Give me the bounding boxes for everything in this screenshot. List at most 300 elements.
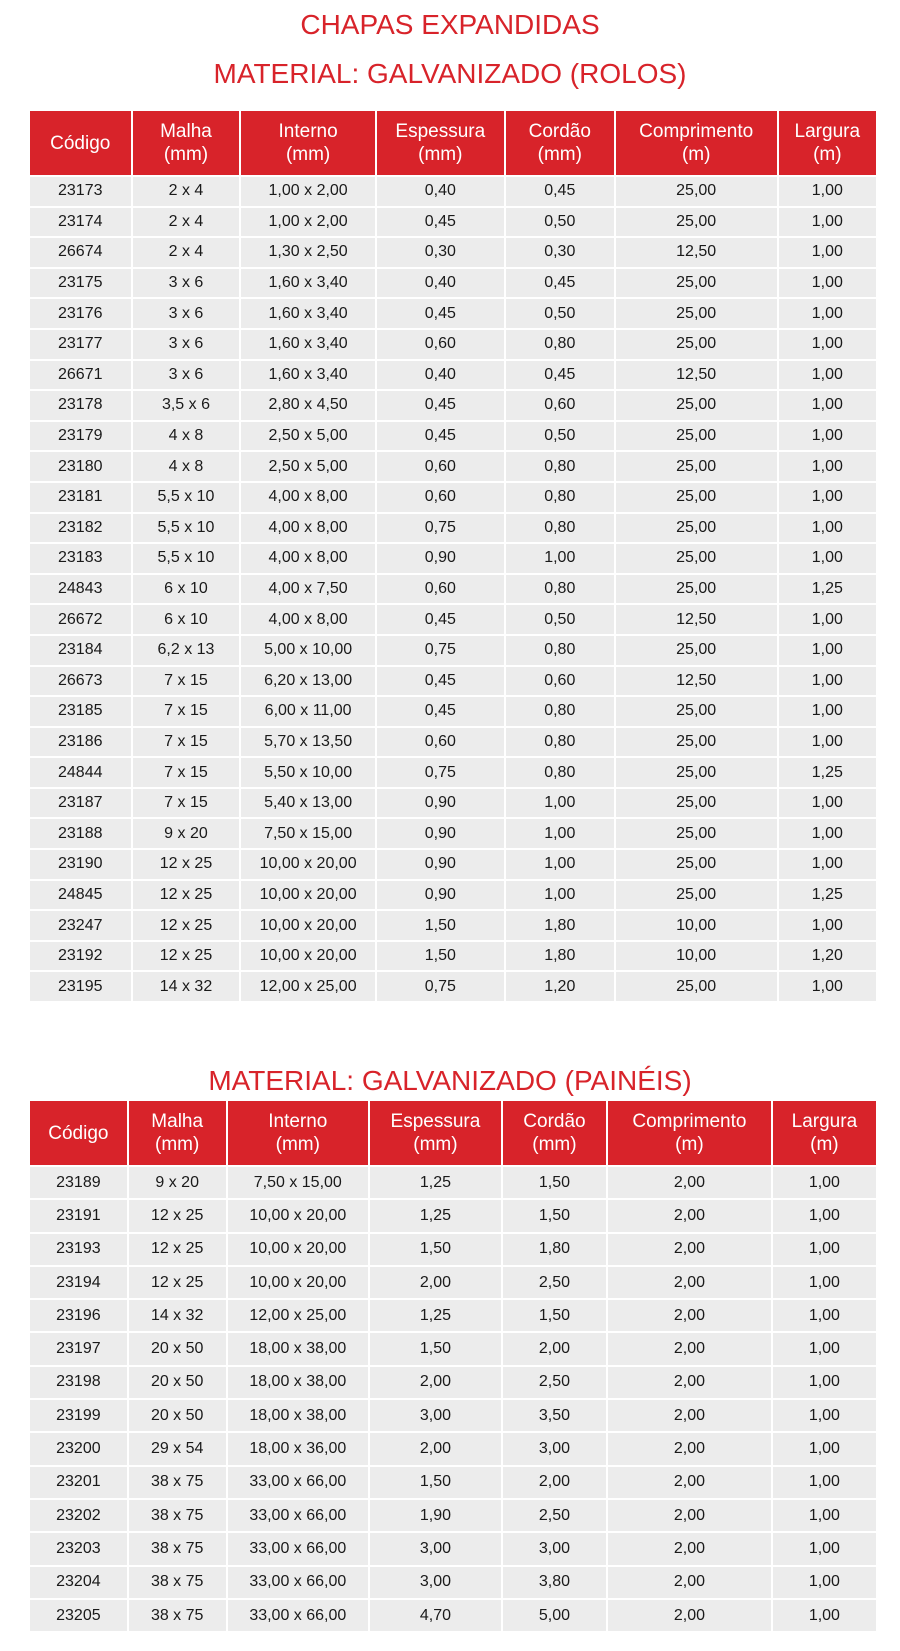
table-row	[30, 1166, 876, 1199]
column-header	[240, 111, 375, 176]
table-cell: 1,00	[772, 1266, 876, 1299]
table-cell: 12 x 25	[128, 1199, 227, 1232]
table-cell: 3 x 6	[132, 360, 241, 391]
table-cell: 25,00	[615, 757, 778, 788]
column-header	[778, 111, 876, 176]
table-cell: 0,75	[376, 513, 505, 544]
table-row	[30, 451, 876, 482]
table-cell: 1,25	[778, 880, 876, 911]
table-row	[30, 176, 876, 207]
table-cell: 25,00	[615, 390, 778, 421]
table-cell: 6,00 x 11,00	[240, 696, 375, 727]
table-cell: 1,00	[778, 696, 876, 727]
table-cell: 4,00 x 8,00	[240, 604, 375, 635]
table-cell: 1,00	[778, 268, 876, 299]
table-cell: 1,00 x 2,00	[240, 207, 375, 238]
table-cell: 0,45	[376, 390, 505, 421]
table-cell: 25,00	[615, 543, 778, 574]
table-cell: 4,70	[369, 1599, 502, 1632]
table-cell: 5,5 x 10	[132, 482, 241, 513]
table-cell: 12 x 25	[132, 880, 241, 911]
table-cell: 1,00	[778, 727, 876, 758]
table-cell: 38 x 75	[128, 1599, 227, 1632]
table-cell: 38 x 75	[128, 1566, 227, 1599]
table-cell: 1,00	[778, 237, 876, 268]
table-cell: 23194	[30, 1266, 128, 1299]
table-cell: 4,00 x 8,00	[240, 513, 375, 544]
table-cell: 23174	[30, 207, 132, 238]
table-cell: 1,00	[505, 543, 615, 574]
table-cell: 3 x 6	[132, 298, 241, 329]
column-header-label: Malha	[151, 1111, 204, 1132]
page-title: CHAPAS EXPANDIDAS	[300, 9, 600, 40]
table-cell: 38 x 75	[128, 1466, 227, 1499]
table-cell: 33,00 x 66,00	[227, 1566, 369, 1599]
table-cell: 12 x 25	[128, 1266, 227, 1299]
table-cell: 26672	[30, 604, 132, 635]
table-cell: 1,00	[505, 849, 615, 880]
table-cell: 23176	[30, 298, 132, 329]
table-cell: 1,25	[778, 574, 876, 605]
column-header-label: Cordão	[528, 121, 591, 142]
table-row	[30, 1399, 876, 1432]
table-cell: 23178	[30, 390, 132, 421]
table-row	[30, 696, 876, 727]
table-cell: 23200	[30, 1432, 128, 1465]
table-cell: 23179	[30, 421, 132, 452]
table-cell: 2,00	[502, 1332, 607, 1365]
table-cell: 25,00	[615, 421, 778, 452]
table-cell: 10,00 x 20,00	[227, 1199, 369, 1232]
table-cell: 7 x 15	[132, 757, 241, 788]
table-cell: 9 x 20	[128, 1166, 227, 1199]
table-cell: 7 x 15	[132, 696, 241, 727]
table-cell: 1,50	[369, 1466, 502, 1499]
table-row	[30, 1299, 876, 1332]
table-cell: 24843	[30, 574, 132, 605]
table-cell: 25,00	[615, 482, 778, 513]
table-cell: 23184	[30, 635, 132, 666]
column-header-label: Espessura	[395, 121, 486, 142]
table-cell: 25,00	[615, 298, 778, 329]
table-cell: 1,50	[369, 1332, 502, 1365]
table-row	[30, 1366, 876, 1399]
table-cell: 1,60 x 3,40	[240, 329, 375, 360]
table-cell: 23181	[30, 482, 132, 513]
column-header	[615, 111, 778, 176]
table-cell: 18,00 x 38,00	[227, 1399, 369, 1432]
table-cell: 2 x 4	[132, 237, 241, 268]
table-cell: 1,00	[772, 1566, 876, 1599]
table-cell: 1,50	[502, 1166, 607, 1199]
table-cell: 4 x 8	[132, 451, 241, 482]
column-header-label: Largura	[794, 121, 861, 142]
table-cell: 23199	[30, 1399, 128, 1432]
table-cell: 12,00 x 25,00	[240, 971, 375, 1002]
table-cell: 0,60	[376, 329, 505, 360]
column-header-label: Código	[50, 132, 111, 154]
table-cell: 25,00	[615, 849, 778, 880]
table-cell: 1,25	[369, 1199, 502, 1232]
table-cell: 1,00	[772, 1466, 876, 1499]
table-cell: 12,00 x 25,00	[227, 1299, 369, 1332]
table-header	[30, 1101, 876, 1166]
table-cell: 0,45	[376, 298, 505, 329]
table-cell: 25,00	[615, 451, 778, 482]
table-cell: 1,60 x 3,40	[240, 298, 375, 329]
column-header	[369, 1101, 502, 1166]
table-cell: 0,75	[376, 971, 505, 1002]
table-cell: 1,60 x 3,40	[240, 360, 375, 391]
table-cell: 10,00 x 20,00	[240, 849, 375, 880]
table-body	[30, 176, 876, 1002]
table-cell: 1,00	[778, 910, 876, 941]
table-cell: 1,00	[778, 329, 876, 360]
table-cell: 23191	[30, 1199, 128, 1232]
table-cell: 2,00	[607, 1466, 772, 1499]
table-cell: 5,70 x 13,50	[240, 727, 375, 758]
column-header-unit: (mm)	[413, 1134, 458, 1155]
table-cell: 23180	[30, 451, 132, 482]
table-cell: 0,40	[376, 360, 505, 391]
table-cell: 0,80	[505, 482, 615, 513]
column-header-label: Interno	[278, 121, 338, 142]
table-cell: 2,00	[607, 1599, 772, 1632]
table-cell: 1,00 x 2,00	[240, 176, 375, 207]
column-header-unit: (m)	[810, 1134, 839, 1155]
table-cell: 0,30	[505, 237, 615, 268]
table-cell: 6 x 10	[132, 574, 241, 605]
table-cell: 0,50	[505, 604, 615, 635]
table-cell: 23185	[30, 696, 132, 727]
table-cell: 0,40	[376, 176, 505, 207]
table-cell: 26673	[30, 666, 132, 697]
table-row	[30, 971, 876, 1002]
table-cell: 0,80	[505, 696, 615, 727]
table-cell: 0,50	[505, 298, 615, 329]
table-cell: 1,50	[376, 910, 505, 941]
table-row	[30, 880, 876, 911]
table-cell: 7,50 x 15,00	[227, 1166, 369, 1199]
table-cell: 12 x 25	[128, 1233, 227, 1266]
table-body	[30, 1166, 876, 1632]
table-cell: 7,50 x 15,00	[240, 818, 375, 849]
table-cell: 12,50	[615, 666, 778, 697]
table-cell: 23189	[30, 1166, 128, 1199]
column-header	[505, 111, 615, 176]
table-cell: 0,60	[505, 390, 615, 421]
table-cell: 14 x 32	[128, 1299, 227, 1332]
table-cell: 1,00	[778, 360, 876, 391]
table-cell: 26671	[30, 360, 132, 391]
column-header-unit: (mm)	[418, 144, 463, 165]
table-cell: 0,45	[376, 696, 505, 727]
table-cell: 10,00	[615, 941, 778, 972]
table-cell: 1,00	[778, 788, 876, 819]
column-header-unit: (m)	[813, 144, 842, 165]
table-cell: 25,00	[615, 727, 778, 758]
table-cell: 3,00	[369, 1566, 502, 1599]
table-cell: 0,80	[505, 513, 615, 544]
table-cell: 4,00 x 8,00	[240, 543, 375, 574]
table-cell: 1,50	[369, 1233, 502, 1266]
table-cell: 0,90	[376, 849, 505, 880]
table-cell: 23192	[30, 941, 132, 972]
table-cell: 6 x 10	[132, 604, 241, 635]
table-cell: 2,00	[607, 1233, 772, 1266]
table-cell: 10,00 x 20,00	[227, 1266, 369, 1299]
table-cell: 3,00	[369, 1532, 502, 1565]
column-header-unit: (mm)	[163, 144, 209, 165]
table-row	[30, 513, 876, 544]
table-cell: 3,50	[502, 1399, 607, 1432]
table-cell: 0,80	[505, 329, 615, 360]
table-cell: 2,80 x 4,50	[240, 390, 375, 421]
table-row	[30, 1432, 876, 1465]
table-row	[30, 788, 876, 819]
table-cell: 0,90	[376, 818, 505, 849]
table-cell: 2,00	[607, 1399, 772, 1432]
table-cell: 1,00	[778, 451, 876, 482]
table-cell: 1,00	[505, 880, 615, 911]
table-cell: 24844	[30, 757, 132, 788]
table-cell: 5,00 x 10,00	[240, 635, 375, 666]
table-cell: 1,80	[502, 1233, 607, 1266]
table-cell: 1,00	[772, 1366, 876, 1399]
table-cell: 1,25	[778, 757, 876, 788]
table-cell: 23205	[30, 1599, 128, 1632]
table-cell: 3,80	[502, 1566, 607, 1599]
table-row	[30, 543, 876, 574]
table-cell: 1,50	[502, 1299, 607, 1332]
table-cell: 2,00	[607, 1366, 772, 1399]
table-cell: 0,90	[376, 880, 505, 911]
table-row	[30, 360, 876, 391]
table-cell: 6,2 x 13	[132, 635, 241, 666]
table-cell: 2 x 4	[132, 207, 241, 238]
table-cell: 1,30 x 2,50	[240, 237, 375, 268]
column-header-label: Comprimento	[639, 121, 754, 142]
table-cell: 2,00	[607, 1432, 772, 1465]
column-header-unit: (mm)	[155, 1134, 200, 1155]
column-header-label: Espessura	[390, 1111, 481, 1132]
table-cell: 5,50 x 10,00	[240, 757, 375, 788]
table-cell: 29 x 54	[128, 1432, 227, 1465]
table-cell: 23247	[30, 910, 132, 941]
table-cell: 1,20	[505, 971, 615, 1002]
table-cell: 1,00	[778, 513, 876, 544]
table-cell: 0,45	[376, 604, 505, 635]
table-cell: 23196	[30, 1299, 128, 1332]
table-cell: 1,00	[505, 788, 615, 819]
table-cell: 1,60 x 3,40	[240, 268, 375, 299]
table-cell: 38 x 75	[128, 1499, 227, 1532]
table-row	[30, 1233, 876, 1266]
table-cell: 7 x 15	[132, 727, 241, 758]
table-row	[30, 604, 876, 635]
table-cell: 1,00	[778, 176, 876, 207]
table-row	[30, 941, 876, 972]
table-cell: 2,00	[607, 1166, 772, 1199]
table-cell: 5,5 x 10	[132, 543, 241, 574]
table-cell: 0,80	[505, 635, 615, 666]
column-header	[30, 111, 132, 176]
table-cell: 2,00	[369, 1432, 502, 1465]
table-cell: 23188	[30, 818, 132, 849]
table-cell: 1,00	[778, 849, 876, 880]
table-cell: 1,25	[369, 1166, 502, 1199]
column-header	[772, 1101, 876, 1166]
table-row	[30, 849, 876, 880]
table-cell: 6,20 x 13,00	[240, 666, 375, 697]
table-cell: 0,30	[376, 237, 505, 268]
table-row	[30, 207, 876, 238]
table-cell: 10,00 x 20,00	[240, 880, 375, 911]
column-header	[227, 1101, 369, 1166]
table-cell: 0,45	[505, 360, 615, 391]
table-cell: 10,00 x 20,00	[240, 910, 375, 941]
table-row	[30, 910, 876, 941]
table-cell: 12,50	[615, 604, 778, 635]
table-cell: 3,5 x 6	[132, 390, 241, 421]
table-cell: 23183	[30, 543, 132, 574]
table-cell: 0,60	[376, 451, 505, 482]
table-row	[30, 237, 876, 268]
table-cell: 25,00	[615, 574, 778, 605]
table-cell: 12 x 25	[132, 910, 241, 941]
table-cell: 1,00	[778, 298, 876, 329]
column-header	[30, 1101, 128, 1166]
table-row	[30, 1566, 876, 1599]
table-cell: 0,75	[376, 635, 505, 666]
table-cell: 2,00	[607, 1299, 772, 1332]
table-cell: 2,00	[502, 1466, 607, 1499]
table-cell: 1,80	[505, 941, 615, 972]
table-cell: 1,00	[778, 818, 876, 849]
table-cell: 1,00	[772, 1166, 876, 1199]
table-row	[30, 1266, 876, 1299]
table-row	[30, 757, 876, 788]
section-title-paineis: MATERIAL: GALVANIZADO (PAINÉIS)	[208, 1065, 692, 1096]
table-cell: 2,50	[502, 1266, 607, 1299]
table-cell: 1,00	[778, 971, 876, 1002]
table-cell: 1,00	[778, 207, 876, 238]
table-cell: 12,50	[615, 360, 778, 391]
table-cell: 18,00 x 36,00	[227, 1432, 369, 1465]
table-cell: 25,00	[615, 268, 778, 299]
table-row	[30, 727, 876, 758]
table-cell: 1,00	[772, 1199, 876, 1232]
table-cell: 33,00 x 66,00	[227, 1466, 369, 1499]
table-cell: 4,00 x 7,50	[240, 574, 375, 605]
table-cell: 1,00	[778, 390, 876, 421]
table-cell: 33,00 x 66,00	[227, 1532, 369, 1565]
table-cell: 18,00 x 38,00	[227, 1332, 369, 1365]
table-cell: 23201	[30, 1466, 128, 1499]
table-cell: 0,45	[505, 268, 615, 299]
table-cell: 1,00	[505, 818, 615, 849]
table-cell: 3,00	[502, 1432, 607, 1465]
table-cell: 3,00	[369, 1399, 502, 1432]
table-row	[30, 1332, 876, 1365]
table-cell: 12,50	[615, 237, 778, 268]
table-cell: 0,60	[505, 666, 615, 697]
table-cell: 0,80	[505, 757, 615, 788]
column-header	[376, 111, 505, 176]
table-cell: 0,45	[376, 666, 505, 697]
table-cell: 23197	[30, 1332, 128, 1365]
column-header-unit: (mm)	[285, 144, 331, 165]
table-cell: 20 x 50	[128, 1366, 227, 1399]
table-cell: 23190	[30, 849, 132, 880]
table-cell: 1,00	[778, 482, 876, 513]
table-cell: 2 x 4	[132, 176, 241, 207]
table-cell: 3,00	[502, 1532, 607, 1565]
table-cell: 1,20	[778, 941, 876, 972]
table-cell: 1,00	[772, 1399, 876, 1432]
table-cell: 5,00	[502, 1599, 607, 1632]
table-cell: 9 x 20	[132, 818, 241, 849]
table-cell: 25,00	[615, 635, 778, 666]
table-cell: 1,00	[772, 1332, 876, 1365]
table-cell: 1,00	[778, 635, 876, 666]
table-row	[30, 1532, 876, 1565]
table-cell: 23187	[30, 788, 132, 819]
table-row	[30, 390, 876, 421]
table-cell: 1,00	[778, 604, 876, 635]
table-cell: 23193	[30, 1233, 128, 1266]
table-header	[30, 111, 876, 176]
table-cell: 2,50 x 5,00	[240, 451, 375, 482]
table-row	[30, 1466, 876, 1499]
table-paineis	[30, 1101, 876, 1633]
table-cell: 20 x 50	[128, 1332, 227, 1365]
table-cell: 25,00	[615, 207, 778, 238]
table-cell: 1,00	[772, 1532, 876, 1565]
table-cell: 23195	[30, 971, 132, 1002]
table-cell: 3 x 6	[132, 268, 241, 299]
table-cell: 1,50	[502, 1199, 607, 1232]
table-cell: 23203	[30, 1532, 128, 1565]
table-cell: 1,00	[778, 421, 876, 452]
table-cell: 0,90	[376, 543, 505, 574]
table-row	[30, 635, 876, 666]
table-cell: 0,90	[376, 788, 505, 819]
table-cell: 25,00	[615, 513, 778, 544]
table-cell: 2,00	[607, 1566, 772, 1599]
table-cell: 26674	[30, 237, 132, 268]
table-cell: 25,00	[615, 788, 778, 819]
table-row	[30, 298, 876, 329]
column-header-label: Malha	[160, 121, 212, 142]
column-header-unit: (m)	[681, 144, 711, 165]
table-cell: 2,00	[607, 1199, 772, 1232]
table-cell: 0,50	[505, 207, 615, 238]
table-cell: 25,00	[615, 818, 778, 849]
table-cell: 2,00	[369, 1366, 502, 1399]
table-cell: 1,00	[772, 1299, 876, 1332]
column-header-unit: (mm)	[532, 1134, 577, 1155]
table-cell: 33,00 x 66,00	[227, 1599, 369, 1632]
table-cell: 2,00	[607, 1499, 772, 1532]
table-cell: 23204	[30, 1566, 128, 1599]
table-cell: 23175	[30, 268, 132, 299]
table-cell: 0,45	[376, 421, 505, 452]
table-row	[30, 482, 876, 513]
table-cell: 0,80	[505, 574, 615, 605]
table-cell: 1,25	[369, 1299, 502, 1332]
table-cell: 5,40 x 13,00	[240, 788, 375, 819]
